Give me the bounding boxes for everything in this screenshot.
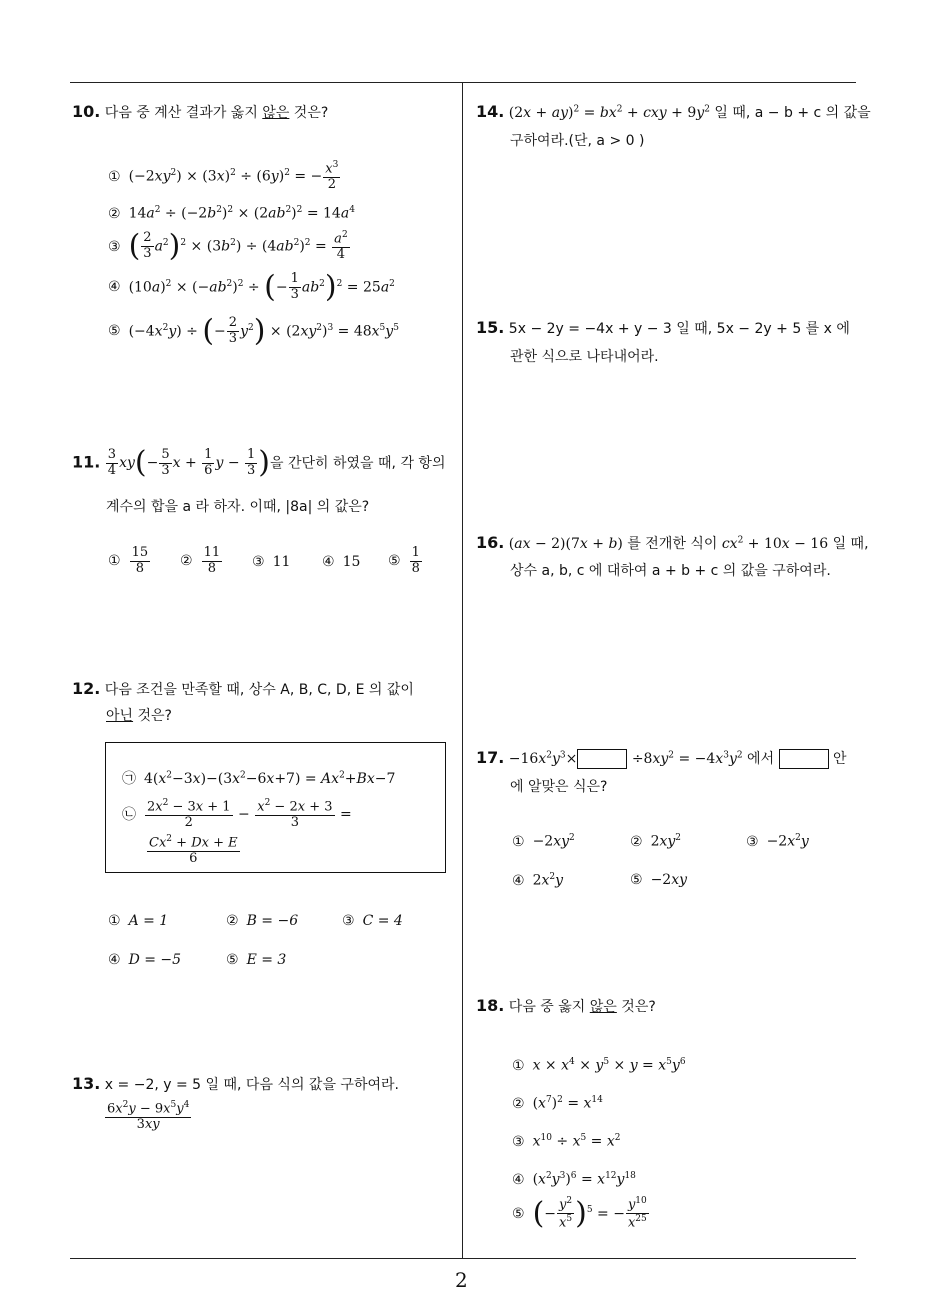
question-13 [72, 1074, 399, 1094]
question-number: 15. [476, 318, 505, 337]
question-11-stem-line2: 계수의 합을 a 라 하자. 이때, |8a| 의 값은? [106, 499, 370, 515]
question-stem: 을 간단히 하였을 때, 각 항의 [270, 455, 446, 472]
question-15-stem-line2: 관한 식으로 나타내어라. [510, 349, 659, 365]
q10-option-2[interactable]: ② $14a^2 \div (-2b^2)^2 \times (2ab^2)^2 = 14a^4$ [108, 205, 355, 222]
q11-option-1[interactable]: ① $\frac{15}{8}$ [108, 545, 149, 576]
question-number: 10. [72, 102, 101, 121]
question-16: 16. (ax − 2)(7x + b) 를 전개한 식이 $cx^2 + 10x - 16$ 일 때, [476, 533, 869, 552]
q12-option-3[interactable]: ③ C = 4 [342, 913, 403, 929]
question-number: 11. [72, 452, 101, 472]
condition-2-rhs: $\frac{Cx^2 + Dx + E}{6}$ [149, 834, 238, 867]
q18-option-5[interactable]: ⑤ (− $\frac{y^2}{x^5}$ )$^5$ = − $\frac{y^{10}}{x^{25}}$ [512, 1195, 647, 1231]
q10-option-1[interactable]: ① $(-2xy^2) \times (3x)^2 \div (6y)^2$ = − $\frac{x^3}{2}$ [108, 160, 339, 193]
q17-option-4[interactable]: ④ $2x^2y$ [512, 872, 564, 889]
q18-option-1[interactable]: ① $x \times x^4 \times y^5 \times y = x^5y^6$ [512, 1057, 686, 1074]
question-18 [476, 996, 656, 1016]
q17-option-5[interactable]: ⑤ −2xy [630, 872, 688, 888]
q12-option-2[interactable]: ② B = −6 [226, 913, 299, 929]
condition-2: ㉡ $\frac{2x^2 - 3x + 1}{2}$ − $\frac{x^2 - 2x + 3}{3}$ = [122, 798, 352, 831]
q17-options-row2 [512, 872, 687, 889]
question-number: 12. [72, 679, 101, 698]
q11-option-3[interactable]: ③ 11 [252, 554, 291, 570]
question-stem: 다음 중 계산 결과가 옳지 않은 것은? [104, 105, 329, 121]
q12-options-row1 [108, 913, 403, 929]
q13-expression: $\frac{6x^2y - 9x^5y^4}{3xy}$ [107, 1100, 190, 1133]
q10-option-5[interactable]: ⑤ $(-4x^2y)$ ÷ (− $\frac{2}{3}$ $y^2) \times (2xy^2)^3 = 48x^5y^5$ [108, 313, 399, 349]
question-16-stem-line2: 상수 a, b, c 에 대하여 a + b + c 의 값을 구하여라. [510, 563, 831, 579]
q11-options [108, 546, 423, 577]
page-number: 2 [455, 1268, 468, 1292]
q11-option-4[interactable]: ④ 15 [322, 554, 361, 570]
question-number: 14. [476, 102, 505, 121]
q18-option-3[interactable]: ③ $x^{10} \div x^5 = x^2$ [512, 1133, 621, 1150]
q11-option-2[interactable]: ② $\frac{11}{8}$ [180, 545, 221, 576]
question-15 [476, 318, 850, 338]
q17-option-3[interactable]: ③ $-2x^2y$ [746, 833, 809, 850]
column-divider [462, 82, 463, 1258]
question-number: 16. [476, 533, 505, 552]
question-number: 18. [476, 996, 505, 1015]
q10-option-4[interactable]: ④ $(10a)^2 \times (-ab^2)^2$ ÷ (− $\frac{1}{3}$ $ab^2)^2 = 25a^2$ [108, 269, 395, 305]
q12-option-5[interactable]: ⑤ E = 3 [226, 952, 287, 968]
condition-1: ㉠ $4(x^2-3x)-(3x^2-6x+7) = Ax^2+Bx-7$ [122, 770, 396, 787]
question-12 [72, 679, 414, 699]
q10-option-3[interactable]: ③ ( $\frac{2}{3}$ $a^2)^2 \times (3b^2) \div (4ab^2)^2$ = $\frac{a^2}{4}$ [108, 228, 348, 264]
question-17-stem-line2: 에 알맞은 식은? [510, 779, 608, 795]
question-10 [72, 102, 328, 122]
q12-option-4[interactable]: ④ D = −5 [108, 952, 182, 968]
question-14: 14. $(2x + ay)^2 = bx^2$ + cxy + $9y^2$ 일 때, a − b + c 의 값을 [476, 102, 871, 121]
question-number: 17. [476, 748, 505, 767]
q18-option-4[interactable]: ④ $(x^2y^3)^6 = x^{12}y^{18}$ [512, 1171, 636, 1188]
q17-option-1[interactable]: ① $-2xy^2$ [512, 833, 575, 850]
q12-options-row2 [108, 952, 286, 968]
question-12-stem-line2: 아닌 것은? [106, 708, 172, 724]
blank-box[interactable] [577, 749, 627, 769]
question-17: 17. $-16x^2y^3\times \div 8xy^2 = -4x^3y^2$ 에서 안 [476, 748, 847, 767]
question-number: 13. [72, 1074, 101, 1093]
question-11: 11. $\frac{3}{4}$ xy(− $\frac{5}{3}$ x + $\frac{1}{6}$ y − $\frac{1}{3}$ )을 간단히 하였을 때, 각 항의 [72, 445, 446, 481]
q12-option-1[interactable]: ① A = 1 [108, 913, 169, 929]
question-14-stem-line2: 구하여라.(단, a > 0 ) [510, 133, 645, 149]
question-stem: 다음 조건을 만족할 때, 상수 A, B, C, D, E 의 값이 [104, 682, 414, 698]
blank-box-ref [779, 749, 829, 769]
question-stem: x = −2, y = 5 일 때, 다음 식의 값을 구하여라. [104, 1077, 399, 1093]
q11-option-5[interactable]: ⑤ $\frac{1}{8}$ [388, 545, 420, 576]
bottom-rule [70, 1258, 856, 1259]
q18-option-2[interactable]: ② $(x^7)^2 = x^{14}$ [512, 1095, 603, 1112]
top-rule [70, 82, 856, 83]
question-stem: 일 때, a − b + c 의 값을 [709, 105, 871, 121]
q17-options-row1 [512, 833, 809, 850]
q17-option-2[interactable]: ② $2xy^2$ [630, 833, 682, 850]
question-stem: 5x − 2y = −4x + y − 3 일 때, 5x − 2y + 5 를 x 에 [508, 321, 850, 337]
question-stem: 다음 중 옳지 않은 것은? [508, 999, 656, 1015]
